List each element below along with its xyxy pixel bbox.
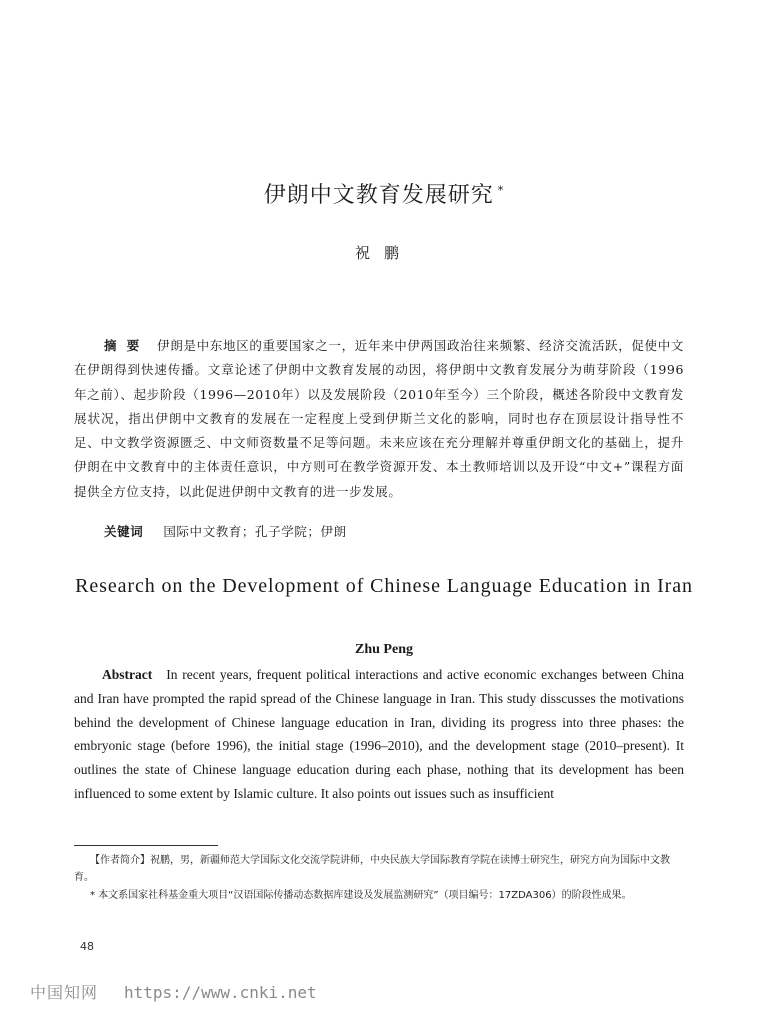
chinese-abstract-text: 伊朗是中东地区的重要国家之一，近年来中伊两国政治往来频繁、经济交流活跃，促使中文在伊朗得到快速传播。文章论述了伊朗中文教育发展的动因，将伊朗中文教育发展分为萌芽阶段（1996年之前）、起步阶段（1996—2010年）以及发展阶段（2010年至今）三个阶段，概述各阶段中文教育发展状况，指出伊朗中文教育的发展在一定程度上受到伊斯兰文化的影响，同时也存在顶层设计指导性不足、中文教学资源匮乏、中文师资数量不足等问题。未来应该在充分理解并尊重伊朗文化的基础上，提升伊朗在中文教育中的主体责任意识，中方则可在教学资源开发、本土教师培训以及开设“中文+”课程方面提供全方位支持，以此促进伊朗中文教育的进一步发展。 [74,338,684,499]
fund-footnote: * 本文系国家社科基金重大项目“汉语国际传播动态数据库建设及发展监测研究”（项目编号：17ZDA306）的阶段性成果。 [90,890,632,901]
chinese-abstract [74,334,684,504]
english-abstract-text: In recent years, frequent political interactions and active economic exchanges between China and Iran have prompted the rapid spread of the Chinese language in Iran. This study disscusses the motivations behind the development of Chinese language education in Iran, dividing its progress into three phases: the embryonic stage (before 1996), the initial stage (1996–2010), and the development stage (2010–present). It outlines the state of Chinese language education during each phase, nothing that its development has been influenced to some extent by Islamic culture. It also points out issues such as insufficient [74,667,684,801]
english-title: Research on the Development of Chinese Language Education in Iran [75,575,693,597]
watermark-brand: 中国知网 [30,983,99,1002]
chinese-keywords-text: 国际中文教育；孔子学院；伊朗 [163,524,347,539]
english-abstract-label: Abstract [102,667,153,682]
page-number: 48 [80,940,94,953]
cnki-watermark [30,980,317,1003]
english-abstract [74,663,684,806]
chinese-keywords-label: 关键词 [104,524,144,539]
chinese-title-text: 伊朗中文教育发展研究 [263,183,494,208]
chinese-keywords [104,522,347,540]
title-footnote-mark: * [497,183,505,197]
chinese-abstract-label: 摘要 [104,338,150,353]
chinese-author: 祝鹏 [354,244,413,262]
author-footnote: 【作者简介】祝鹏，男，新疆师范大学国际文化交流学院讲师，中央民族大学国际教育学院在读博士研究生，研究方向为国际中文教育。 [74,855,670,883]
watermark-url: https://www.cnki.net [124,983,317,1002]
chinese-title [0,178,768,209]
footnote-divider [74,845,218,846]
english-author: Zhu Peng [355,642,413,657]
